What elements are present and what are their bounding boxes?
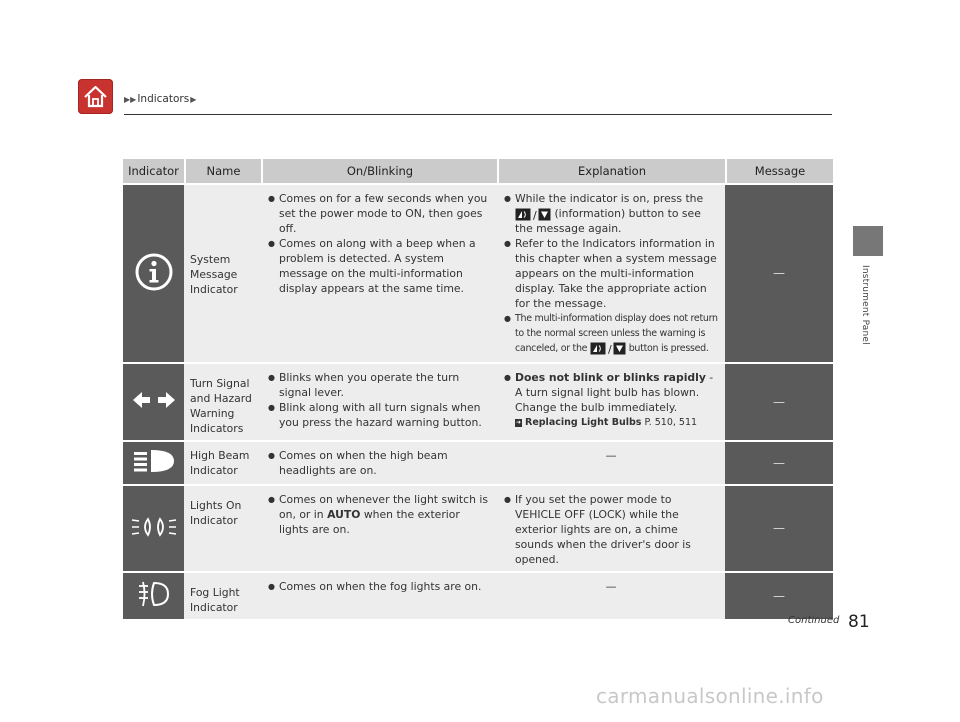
- on-blinking-cell: [261, 486, 497, 571]
- indicator-cell: [123, 364, 184, 440]
- table-header-row: [123, 159, 833, 183]
- breadcrumb-arrow-icon: ▶▶: [124, 94, 137, 104]
- table-row: [123, 185, 833, 362]
- on-blinking-cell: [261, 442, 497, 484]
- info-arrow-button-icon: [590, 342, 626, 355]
- explanation-cell: [497, 364, 725, 440]
- page-number: 81: [848, 612, 870, 632]
- on-blinking-cell: [261, 573, 497, 619]
- high-beam-icon: [132, 448, 176, 474]
- on-blinking-cell: [261, 185, 497, 362]
- list-item: ● Blink along with all turn signals when you press the hazard warning button.: [267, 400, 491, 430]
- info-arrow-button-icon: [515, 208, 551, 221]
- indicator-name: Lights On Indicator: [184, 486, 261, 571]
- list-item: ● Blinks when you operate the turn signal lever.: [267, 370, 491, 400]
- explanation-cell: [497, 185, 725, 362]
- on-blinking-cell: [261, 364, 497, 440]
- table-row: [123, 364, 833, 440]
- reference-arrow-icon: ➜: [515, 418, 522, 426]
- svg-text:/: /: [533, 208, 537, 221]
- list-item: ● Does not blink or blinks rapidly - A turn signal light bulb has blown. Change the bulb immediately.: [503, 370, 719, 415]
- section-tab[interactable]: [853, 226, 883, 256]
- page-reference-link[interactable]: ➜ Replacing Light Bulbs P. 510, 511: [515, 417, 698, 428]
- explanation-cell: —: [497, 573, 725, 619]
- table-row: [123, 486, 833, 571]
- message-cell: —: [725, 573, 833, 619]
- message-cell: —: [725, 364, 833, 440]
- column-header: Message: [725, 159, 833, 183]
- indicator-name: Fog Light Indicator: [184, 573, 261, 619]
- fog-light-icon: [137, 579, 171, 609]
- header-divider: [124, 114, 832, 115]
- message-cell: —: [725, 442, 833, 484]
- message-cell: —: [725, 185, 833, 362]
- table-row: [123, 442, 833, 484]
- column-header: On/Blinking: [261, 159, 497, 183]
- list-item: ● The multi-information display does not return to the normal screen unless the warning is canceled, or the / button is pressed.: [503, 311, 719, 356]
- message-cell: —: [725, 486, 833, 571]
- list-item: ● Comes on whenever the light switch is on, or in AUTO when the exterior lights are on.: [267, 492, 491, 537]
- indicator-cell: [123, 442, 184, 484]
- indicators-table: [123, 157, 833, 621]
- list-item: ● While the indicator is on, press the / (information) button to see the message again.: [503, 191, 719, 236]
- breadcrumb-label[interactable]: Indicators: [137, 93, 190, 105]
- indicator-cell: [123, 185, 184, 362]
- indicator-name: High Beam Indicator: [184, 442, 261, 484]
- column-header: Indicator: [123, 159, 184, 183]
- breadcrumb[interactable]: [124, 93, 196, 105]
- list-item: ● If you set the power mode to VEHICLE OFF (LOCK) while the exterior lights are on, a chime sounds when the driver's door is opened.: [503, 492, 719, 567]
- indicator-name: Turn Signal and Hazard Warning Indicators: [184, 364, 261, 440]
- list-item: ● Comes on when the high beam headlights are on.: [267, 448, 491, 478]
- list-item: ● Refer to the Indicators information in this chapter when a system message appears on the multi-information display. Take the appropriate action for the message.: [503, 236, 719, 311]
- lights-on-icon: [130, 515, 178, 539]
- column-header: Name: [184, 159, 261, 183]
- explanation-cell: [497, 486, 725, 571]
- watermark: carmanualsonline.info: [596, 684, 824, 708]
- list-item: ● Comes on along with a beep when a problem is detected. A system message on the multi-information display appears at the same time.: [267, 236, 491, 296]
- section-label: Instrument Panel: [860, 265, 870, 345]
- indicator-name: System Message Indicator: [184, 185, 261, 362]
- turn-signal-arrows-icon: [131, 389, 177, 411]
- table-row: [123, 573, 833, 619]
- information-circle-icon: [134, 252, 174, 292]
- indicator-cell: [123, 573, 184, 619]
- continued-label: Continued: [788, 615, 840, 626]
- home-icon: [82, 83, 109, 110]
- indicator-cell: [123, 486, 184, 571]
- explanation-cell: —: [497, 442, 725, 484]
- list-item: ● Comes on when the fog lights are on.: [267, 579, 491, 594]
- column-header: Explanation: [497, 159, 725, 183]
- home-button[interactable]: [78, 79, 113, 114]
- svg-text:/: /: [607, 343, 612, 355]
- breadcrumb-arrow-icon: ▶: [190, 94, 197, 104]
- list-item: ● Comes on for a few seconds when you set the power mode to ON, then goes off.: [267, 191, 491, 236]
